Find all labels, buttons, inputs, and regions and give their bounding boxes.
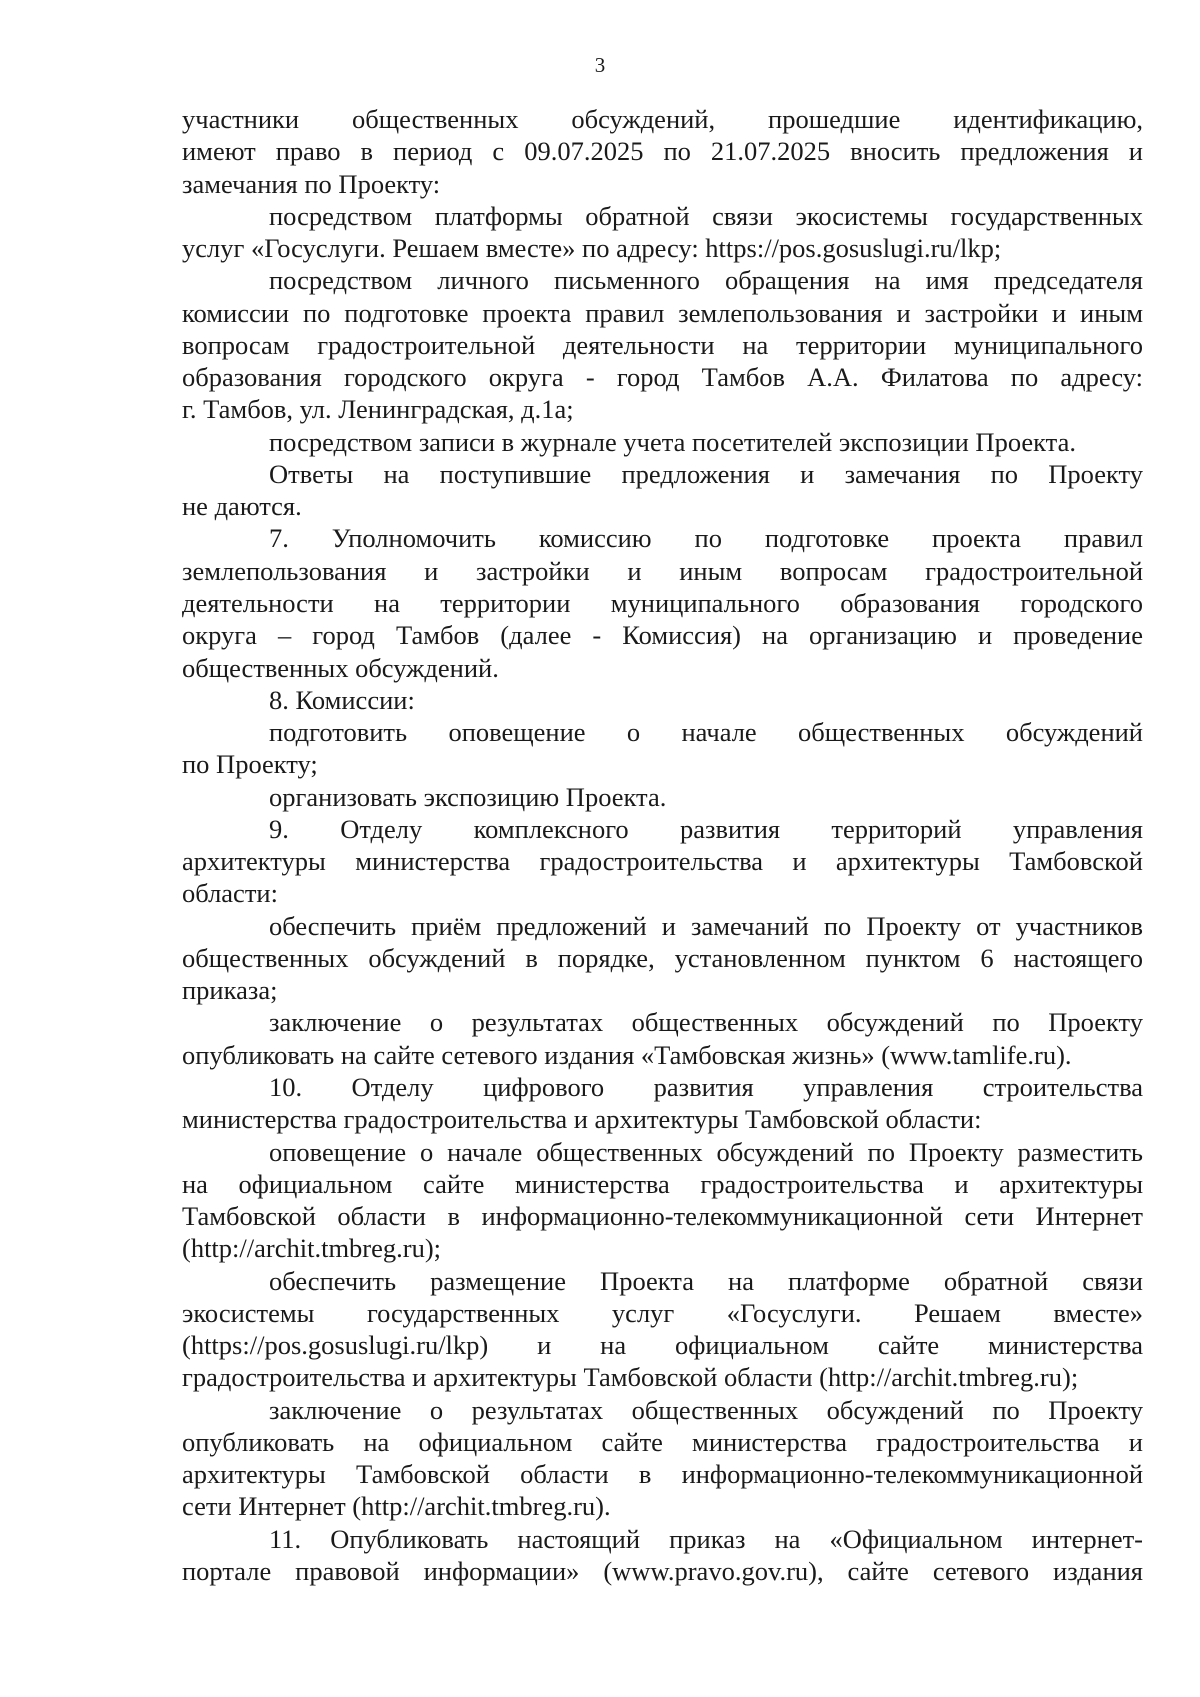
text-line: г. Тамбов, ул. Ленинградская, д.1а;: [182, 394, 574, 425]
text-line: оповещение о начале общественных обсуждений по Проекту разместить: [269, 1136, 1143, 1167]
text-line: (https://pos.gosuslugi.ru/lkp) и на официальном сайте министерства: [182, 1330, 1143, 1361]
text-line: сети Интернет (http://archit.tmbreg.ru).: [182, 1491, 611, 1522]
text-line: 11. Опубликовать настоящий приказ на «Официальном интернет-: [269, 1523, 1143, 1554]
text-line: градостроительства и архитектуры Тамбовской области (http://archit.tmbreg.ru);: [182, 1362, 1079, 1393]
text-line: архитектуры министерства градостроительства и архитектуры Тамбовской: [182, 846, 1143, 877]
text-line: по Проекту;: [182, 749, 318, 780]
text-line: замечания по Проекту:: [182, 168, 441, 199]
text-line: участники общественных обсуждений, прошедшие идентификацию,: [182, 104, 1143, 134]
text-line: общественных обсуждений.: [182, 652, 499, 683]
text-line: области:: [182, 878, 278, 909]
text-line: заключение о результатах общественных обсуждений по Проекту: [269, 1394, 1143, 1425]
text-line: услуг «Госуслуги. Решаем вместе» по адресу: https://pos.gosuslugi.ru/lkp;: [182, 233, 1002, 264]
text-line: землепользования и застройки и иным вопросам градостроительной: [182, 555, 1143, 586]
text-line: архитектуры Тамбовской области в информационно-телекоммуникационной: [182, 1459, 1143, 1490]
text-line: заключение о результатах общественных обсуждений по Проекту: [269, 1007, 1143, 1038]
text-line: опубликовать на официальном сайте министерства градостроительства и: [182, 1426, 1143, 1457]
text-line: Тамбовской области в информационно-телекоммуникационной сети Интернет: [182, 1201, 1143, 1232]
text-line: имеют право в период с 09.07.2025 по 21.07.2025 вносить предложения и: [182, 136, 1143, 167]
document-body: [182, 103, 1143, 1587]
text-line: образования городского округа - город Тамбов А.А. Филатова по адресу:: [182, 362, 1143, 393]
text-line: обеспечить приём предложений и замечаний по Проекту от участников: [269, 910, 1143, 941]
text-line: 9. Отделу комплексного развития территорий управления: [269, 813, 1143, 844]
text-line: подготовить оповещение о начале общественных обсуждений: [269, 717, 1143, 748]
text-line: комиссии по подготовке проекта правил землепользования и застройки и иным: [182, 297, 1143, 328]
text-line: посредством платформы обратной связи экосистемы государственных: [269, 200, 1143, 231]
text-line: обеспечить размещение Проекта на платформе обратной связи: [269, 1265, 1143, 1296]
text-line: 8. Комиссии:: [269, 684, 415, 715]
text-line: министерства градостроительства и архитектуры Тамбовской области:: [182, 1104, 982, 1135]
text-line: посредством личного письменного обращения на имя председателя: [269, 265, 1143, 296]
text-line: посредством записи в журнале учета посетителей экспозиции Проекта.: [269, 426, 1076, 457]
text-line: экосистемы государственных услуг «Госуслуги. Решаем вместе»: [182, 1297, 1143, 1328]
text-line: (http://archit.tmbreg.ru);: [182, 1233, 442, 1264]
text-line: Ответы на поступившие предложения и замечания по Проекту: [269, 458, 1143, 489]
text-line: деятельности на территории муниципального образования городского: [182, 587, 1143, 618]
text-line: портале правовой информации» (www.pravo.gov.ru), сайте сетевого издания: [182, 1555, 1143, 1586]
text-line: вопросам градостроительной деятельности на территории муниципального: [182, 329, 1143, 360]
text-line: опубликовать на сайте сетевого издания «Тамбовская жизнь» (www.tamlife.ru).: [182, 1039, 1072, 1070]
text-line: организовать экспозицию Проекта.: [269, 781, 667, 812]
page-number: 3: [594, 53, 606, 77]
text-line: на официальном сайте министерства градостроительства и архитектуры: [182, 1168, 1143, 1199]
text-line: 10. Отделу цифрового развития управления строительства: [269, 1071, 1143, 1102]
text-line: приказа;: [182, 975, 278, 1006]
text-line: округа – город Тамбов (далее - Комиссия) на организацию и проведение: [182, 620, 1143, 651]
text-line: общественных обсуждений в порядке, установленном пунктом 6 настоящего: [182, 942, 1143, 973]
text-line: не даются.: [182, 491, 302, 522]
text-line: 7. Уполномочить комиссию по подготовке проекта правил: [269, 523, 1143, 554]
